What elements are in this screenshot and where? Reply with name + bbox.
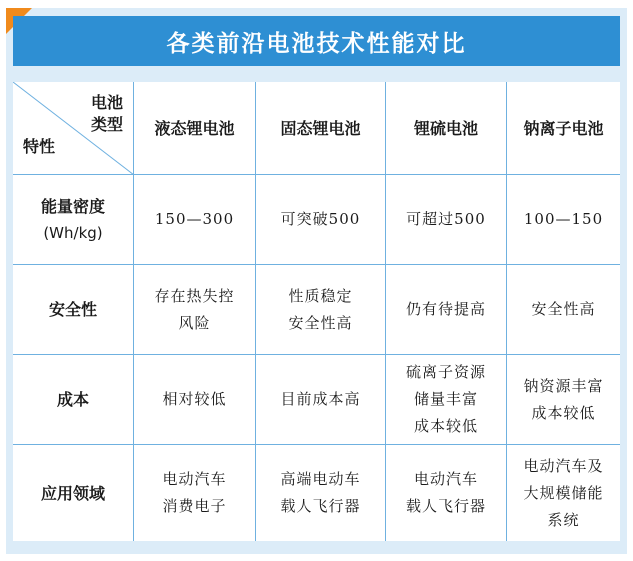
cell-text-line: 载人飞行器 [280, 497, 361, 515]
cell-text-line: 目前成本高 [280, 390, 361, 408]
row-header-label: 能量密度 [40, 196, 105, 216]
cell-text-line: 电动汽车 [162, 470, 227, 488]
row-header [13, 175, 134, 265]
cell-text-line: 大规模储能 [523, 483, 604, 502]
col-header-liquid-li: 液态锂电池 [134, 82, 256, 175]
cell-text-line: 硫离子资源 [405, 363, 486, 381]
cell-text-line: 150—300 [154, 210, 235, 228]
cell-text-line: 载人飞行器 [405, 497, 486, 515]
table-cell [256, 265, 386, 355]
table-title: 各类前沿电池技术性能对比 [13, 16, 620, 66]
cell-text-line: 性质稳定 [288, 286, 353, 305]
corner-battery-type-label [91, 92, 123, 136]
col-header-li-s: 锂硫电池 [386, 82, 507, 175]
col-header-solid-li: 固态锂电池 [256, 82, 386, 175]
corner-property-label: 特性 [23, 137, 56, 156]
table-cell [134, 445, 256, 541]
row-header [13, 265, 134, 355]
corner-top-line1: 电池 [90, 93, 123, 112]
cell-text-line: 安全性高 [531, 300, 596, 318]
cell-text-line: 存在热失控 [154, 286, 235, 305]
corner-header-cell [13, 82, 134, 175]
table-cell [134, 265, 256, 355]
cell-text-line: 100—150 [523, 210, 604, 228]
cell-text-line: 成本较低 [413, 417, 478, 435]
col-header-na-ion: 钠离子电池 [507, 82, 620, 175]
row-header [13, 445, 134, 541]
row-header-label: 应用领域 [40, 483, 105, 503]
table-cell [507, 445, 620, 541]
row-header-label: 成本 [56, 390, 89, 409]
cell-text-line: 相对较低 [162, 390, 227, 408]
table-grid [13, 82, 620, 541]
cell-text-line: 钠资源丰富 [523, 376, 604, 395]
cell-text-line: 电动汽车及 [523, 456, 604, 475]
table-cell [134, 355, 256, 445]
cell-text-line: 成本较低 [531, 403, 596, 422]
table-cell [134, 175, 256, 265]
cell-text-line: 储量丰富 [413, 390, 478, 408]
table-cell [507, 175, 620, 265]
cell-text-line: 安全性高 [288, 313, 353, 332]
table-cell [386, 175, 507, 265]
cell-text-line: 仍有待提高 [405, 300, 486, 318]
cell-text-line: 高端电动车 [280, 470, 361, 488]
cell-text-line: 可超过500 [406, 210, 486, 228]
cell-text-line: 可突破500 [280, 210, 361, 228]
row-header-unit: (Wh/kg) [43, 223, 103, 242]
table-cell [386, 355, 507, 445]
cell-text-line: 系统 [547, 510, 580, 529]
table-cell [256, 175, 386, 265]
table-cell [507, 265, 620, 355]
row-header [13, 355, 134, 445]
cell-text-line: 风险 [178, 313, 211, 332]
comparison-table [13, 82, 620, 541]
table-cell [386, 445, 507, 541]
row-header-label: 安全性 [48, 300, 97, 319]
table-cell [256, 445, 386, 541]
table-cell [386, 265, 507, 355]
table-cell [256, 355, 386, 445]
table-cell [507, 355, 620, 445]
cell-text-line: 电动汽车 [413, 470, 478, 488]
corner-top-line2: 类型 [90, 115, 123, 134]
cell-text-line: 消费电子 [162, 497, 227, 515]
